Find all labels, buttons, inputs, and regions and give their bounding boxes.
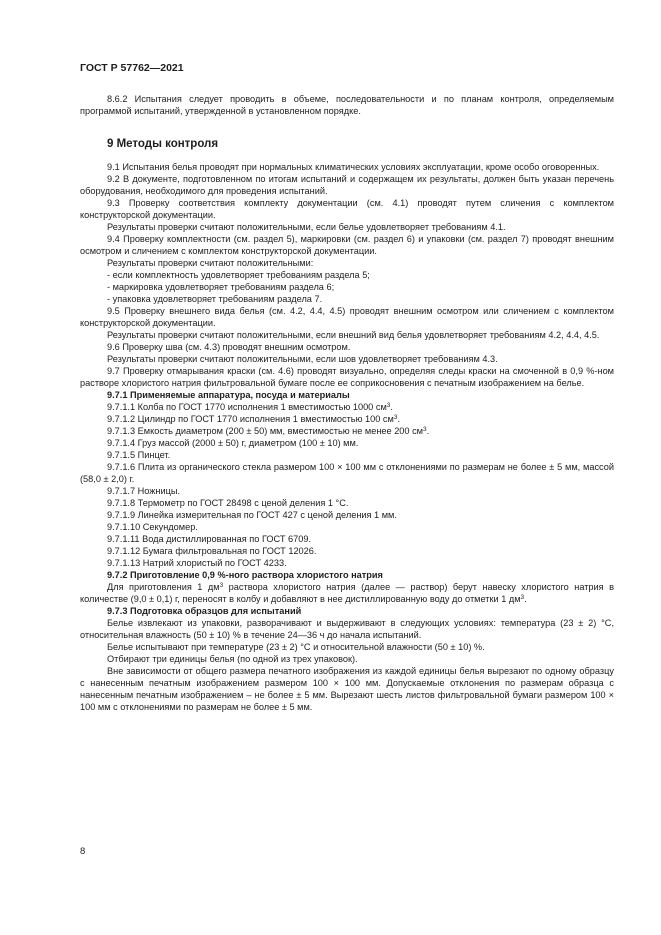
subsection-9-7-1-title: 9.7.1 Применяемые аппаратура, посуда и материалы	[107, 390, 350, 400]
page-number: 8	[80, 846, 86, 857]
paragraph-9-7-3-c: Отбирают три единицы белья (по одной из трех упаковок).	[107, 654, 358, 664]
paragraph-9-3: 9.3 Проверку соответствия комплекту документации (см. 4.1) проводят путем сличения с комплектом конструкторской документации.	[80, 198, 614, 220]
page-body	[80, 93, 614, 713]
paragraph-9-6: 9.6 Проверку шва (см. 4.3) проводят внешним осмотром.	[107, 342, 351, 352]
item-9-7-1-1: 9.7.1.1 Колба по ГОСТ 1770 исполнения 1 вместимостью 1000 $см^3$.	[107, 402, 393, 412]
paragraph-9-4: 9.4 Проверку комплектности (см. раздел 5), маркировки (см. раздел 6) и упаковки (см. раздел 7) проводят внешним осмотром и сличением с комплектом конструкторской документации.	[80, 234, 614, 256]
list-item: - маркировка удовлетворяет требованиям раздела 6;	[107, 282, 335, 292]
paragraph-9-7-3-b: Белье испытывают при температуре (23 ± 2) °С и относительной влажности (50 ± 10) %.	[107, 642, 485, 652]
paragraph-9-3-result: Результаты проверки считают положительными, если белье удовлетворяет требованиям 4.1.	[107, 222, 506, 232]
item-9-7-1-12: 9.7.1.12 Бумага фильтровальная по ГОСТ 12026.	[107, 546, 317, 556]
paragraph-9-2: 9.2 В документе, подготовленном по итогам испытаний и содержащем их результаты, должен быть указан перечень оборудования, необходимого для проведения испытаний.	[80, 174, 614, 196]
paragraph-9-4-result: Результаты проверки считают положительными:	[107, 258, 314, 268]
paragraph-9-7-2: Для приготовления 1 $дм^3$ раствора хлористого натрия (далее — раствор) берут навеску хлористого натрия в количестве (9,0 ± 0,1) г, переносят в колбу и добавляют в нее дистиллированную воду до отметки 1 $дм^3$.	[80, 582, 615, 604]
section-title: 9 Методы контроля	[107, 138, 219, 150]
item-9-7-1-11: 9.7.1.11 Вода дистиллированная по ГОСТ 6709.	[107, 534, 312, 544]
item-9-7-1-7: 9.7.1.7 Ножницы.	[107, 486, 181, 496]
paragraph-9-5: 9.5 Проверку внешнего вида белья (см. 4.2, 4.4, 4.5) проводят внешним осмотром или сличением с комплектом конструкторской документации.	[80, 306, 614, 328]
paragraph-9-7-3-d: Вне зависимости от общего размера печатного изображения из каждой единицы белья вырезают по одному образцу с нанесенным печатным изображением размером 100 × 100 мм. Допускаемые отклонения по размерам образца с нанесенным печатным изображением – не более ± 5 мм. Вырезают шесть листов фильтровальной бумаги размером 100 × 100 мм с отклонениями по размерам не более ± 5 мм.	[80, 666, 614, 712]
item-9-7-1-2: 9.7.1.2 Цилиндр по ГОСТ 1770 исполнения 1 вместимостью 100 $см^3$.	[107, 414, 401, 424]
paragraph-9-7: 9.7 Проверку отмарывания краски (см. 4.6) проводят визуально, определяя следы краски на смоченной в 0,9 %-ном растворе хлористого натрия фильтровальной бумаге после ее соприкосновения с печатным изображением на белье.	[80, 366, 614, 388]
item-9-7-1-13: 9.7.1.13 Натрий хлористый по ГОСТ 4233.	[107, 558, 287, 568]
item-9-7-1-8: 9.7.1.8 Термометр по ГОСТ 28498 с ценой деления 1 °С.	[107, 498, 349, 508]
paragraph-9-5-result: Результаты проверки считают положительными, если внешний вид белья удовлетворяет требованиям 4.2, 4.4, 4.5.	[107, 330, 600, 340]
item-9-7-1-10: 9.7.1.10 Секундомер.	[107, 522, 198, 532]
paragraph-9-7-3-a: Белье извлекают из упаковки, разворачивают и выдерживают в следующих условиях: температура (23 ± 2) °С, относительная влажность (50 ± 10) % в течение 24—36 ч до начала испытаний.	[80, 618, 614, 640]
subsection-9-7-3-title: 9.7.3 Подготовка образцов для испытаний	[107, 606, 302, 616]
item-9-7-1-6: 9.7.1.6 Плита из органического стекла размером 100 × 100 мм с отклонениями по размерам не более ± 5 мм, массой (58,0 ± 2,0) г.	[80, 462, 614, 484]
paragraph-9-1: 9.1 Испытания белья проводят при нормальных климатических условиях эксплуатации, кроме особо оговоренных.	[107, 162, 600, 172]
paragraph-9-6-result: Результаты проверки считают положительными, если шов удовлетворяет требованиям 4.3.	[107, 354, 498, 364]
list-item: - если комплектность удовлетворяет требованиям раздела 5;	[107, 270, 370, 280]
item-9-7-1-3: 9.7.1.3 Емкость диаметром (200 ± 50) мм, вместимостью не менее 200 $см^3$.	[107, 426, 430, 436]
item-9-7-1-4: 9.7.1.4 Груз массой (2000 ± 50) г, диаметром (100 ± 10) мм.	[107, 438, 359, 448]
list-item: - упаковка удовлетворяет требованиям раздела 7.	[107, 294, 323, 304]
item-9-7-1-9: 9.7.1.9 Линейка измерительная по ГОСТ 427 с ценой деления 1 мм.	[107, 510, 397, 520]
document-header: ГОСТ Р 57762—2021	[80, 62, 184, 74]
item-9-7-1-5: 9.7.1.5 Пинцет.	[107, 450, 171, 460]
subsection-9-7-2-title: 9.7.2 Приготовление 0,9 %-ного раствора хлористого натрия	[107, 570, 383, 580]
paragraph-8-6-2: 8.6.2 Испытания следует проводить в объеме, последовательности и по планам контроля, определяемым программой испытаний, утвержденной в установленном порядке.	[80, 94, 614, 116]
